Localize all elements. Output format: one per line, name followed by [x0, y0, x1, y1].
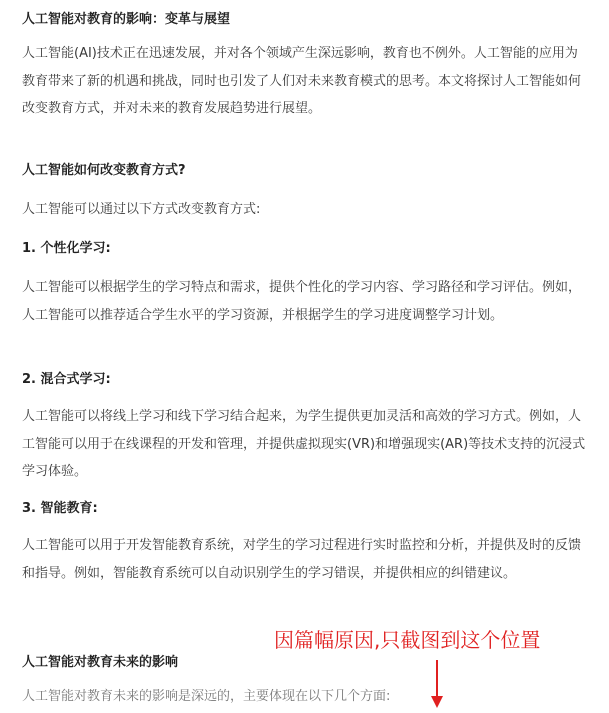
item2-body: 人工智能可以将线上学习和线下学习结合起来，为学生提供更加灵活和高效的学习方式。例如，人工智能可以用于在线课程的开发和管理，并提供虚拟现实(VR)和增强现实(AR)等技术支持的沉浸式学习体验。	[22, 409, 586, 480]
item1-body: 人工智能可以根据学生的学习特点和需求，提供个性化的学习内容、学习路径和学习评估。例如，人工智能可以推荐适合学生水平的学习资源，并根据学生的学习进度调整学习计划。	[22, 280, 582, 323]
article-title: 人工智能对教育的影响：变革与展望	[22, 12, 231, 27]
section2-lead: 人工智能对教育未来的影响是深远的，主要体现在以下几个方面:	[22, 689, 391, 704]
section2-heading: 人工智能对教育未来的影响	[22, 655, 179, 670]
intro-paragraph: 人工智能(AI)技术正在迅速发展，并对各个领域产生深远影响，教育也不例外。人工智能的应用为教育带来了新的机遇和挑战，同时也引发了人们对未来教育模式的思考。本文将探讨人工智能如何改变教育方式，并对未来的教育发展趋势进行展望。	[22, 46, 582, 117]
section1-lead: 人工智能可以通过以下方式改变教育方式:	[22, 202, 261, 217]
item3-heading: 3. 智能教育:	[22, 501, 98, 516]
item1-heading: 1. 个性化学习:	[22, 241, 111, 256]
down-arrow-icon	[430, 660, 444, 710]
annotation-text: 因篇幅原因,只截图到这个位置	[274, 628, 541, 652]
item3-body: 人工智能可以用于开发智能教育系统，对学生的学习过程进行实时监控和分析，并提供及时的反馈和指导。例如，智能教育系统可以自动识别学生的学习错误，并提供相应的纠错建议。	[22, 538, 582, 581]
item2-heading: 2. 混合式学习:	[22, 372, 111, 387]
section1-heading: 人工智能如何改变教育方式?	[22, 163, 186, 178]
